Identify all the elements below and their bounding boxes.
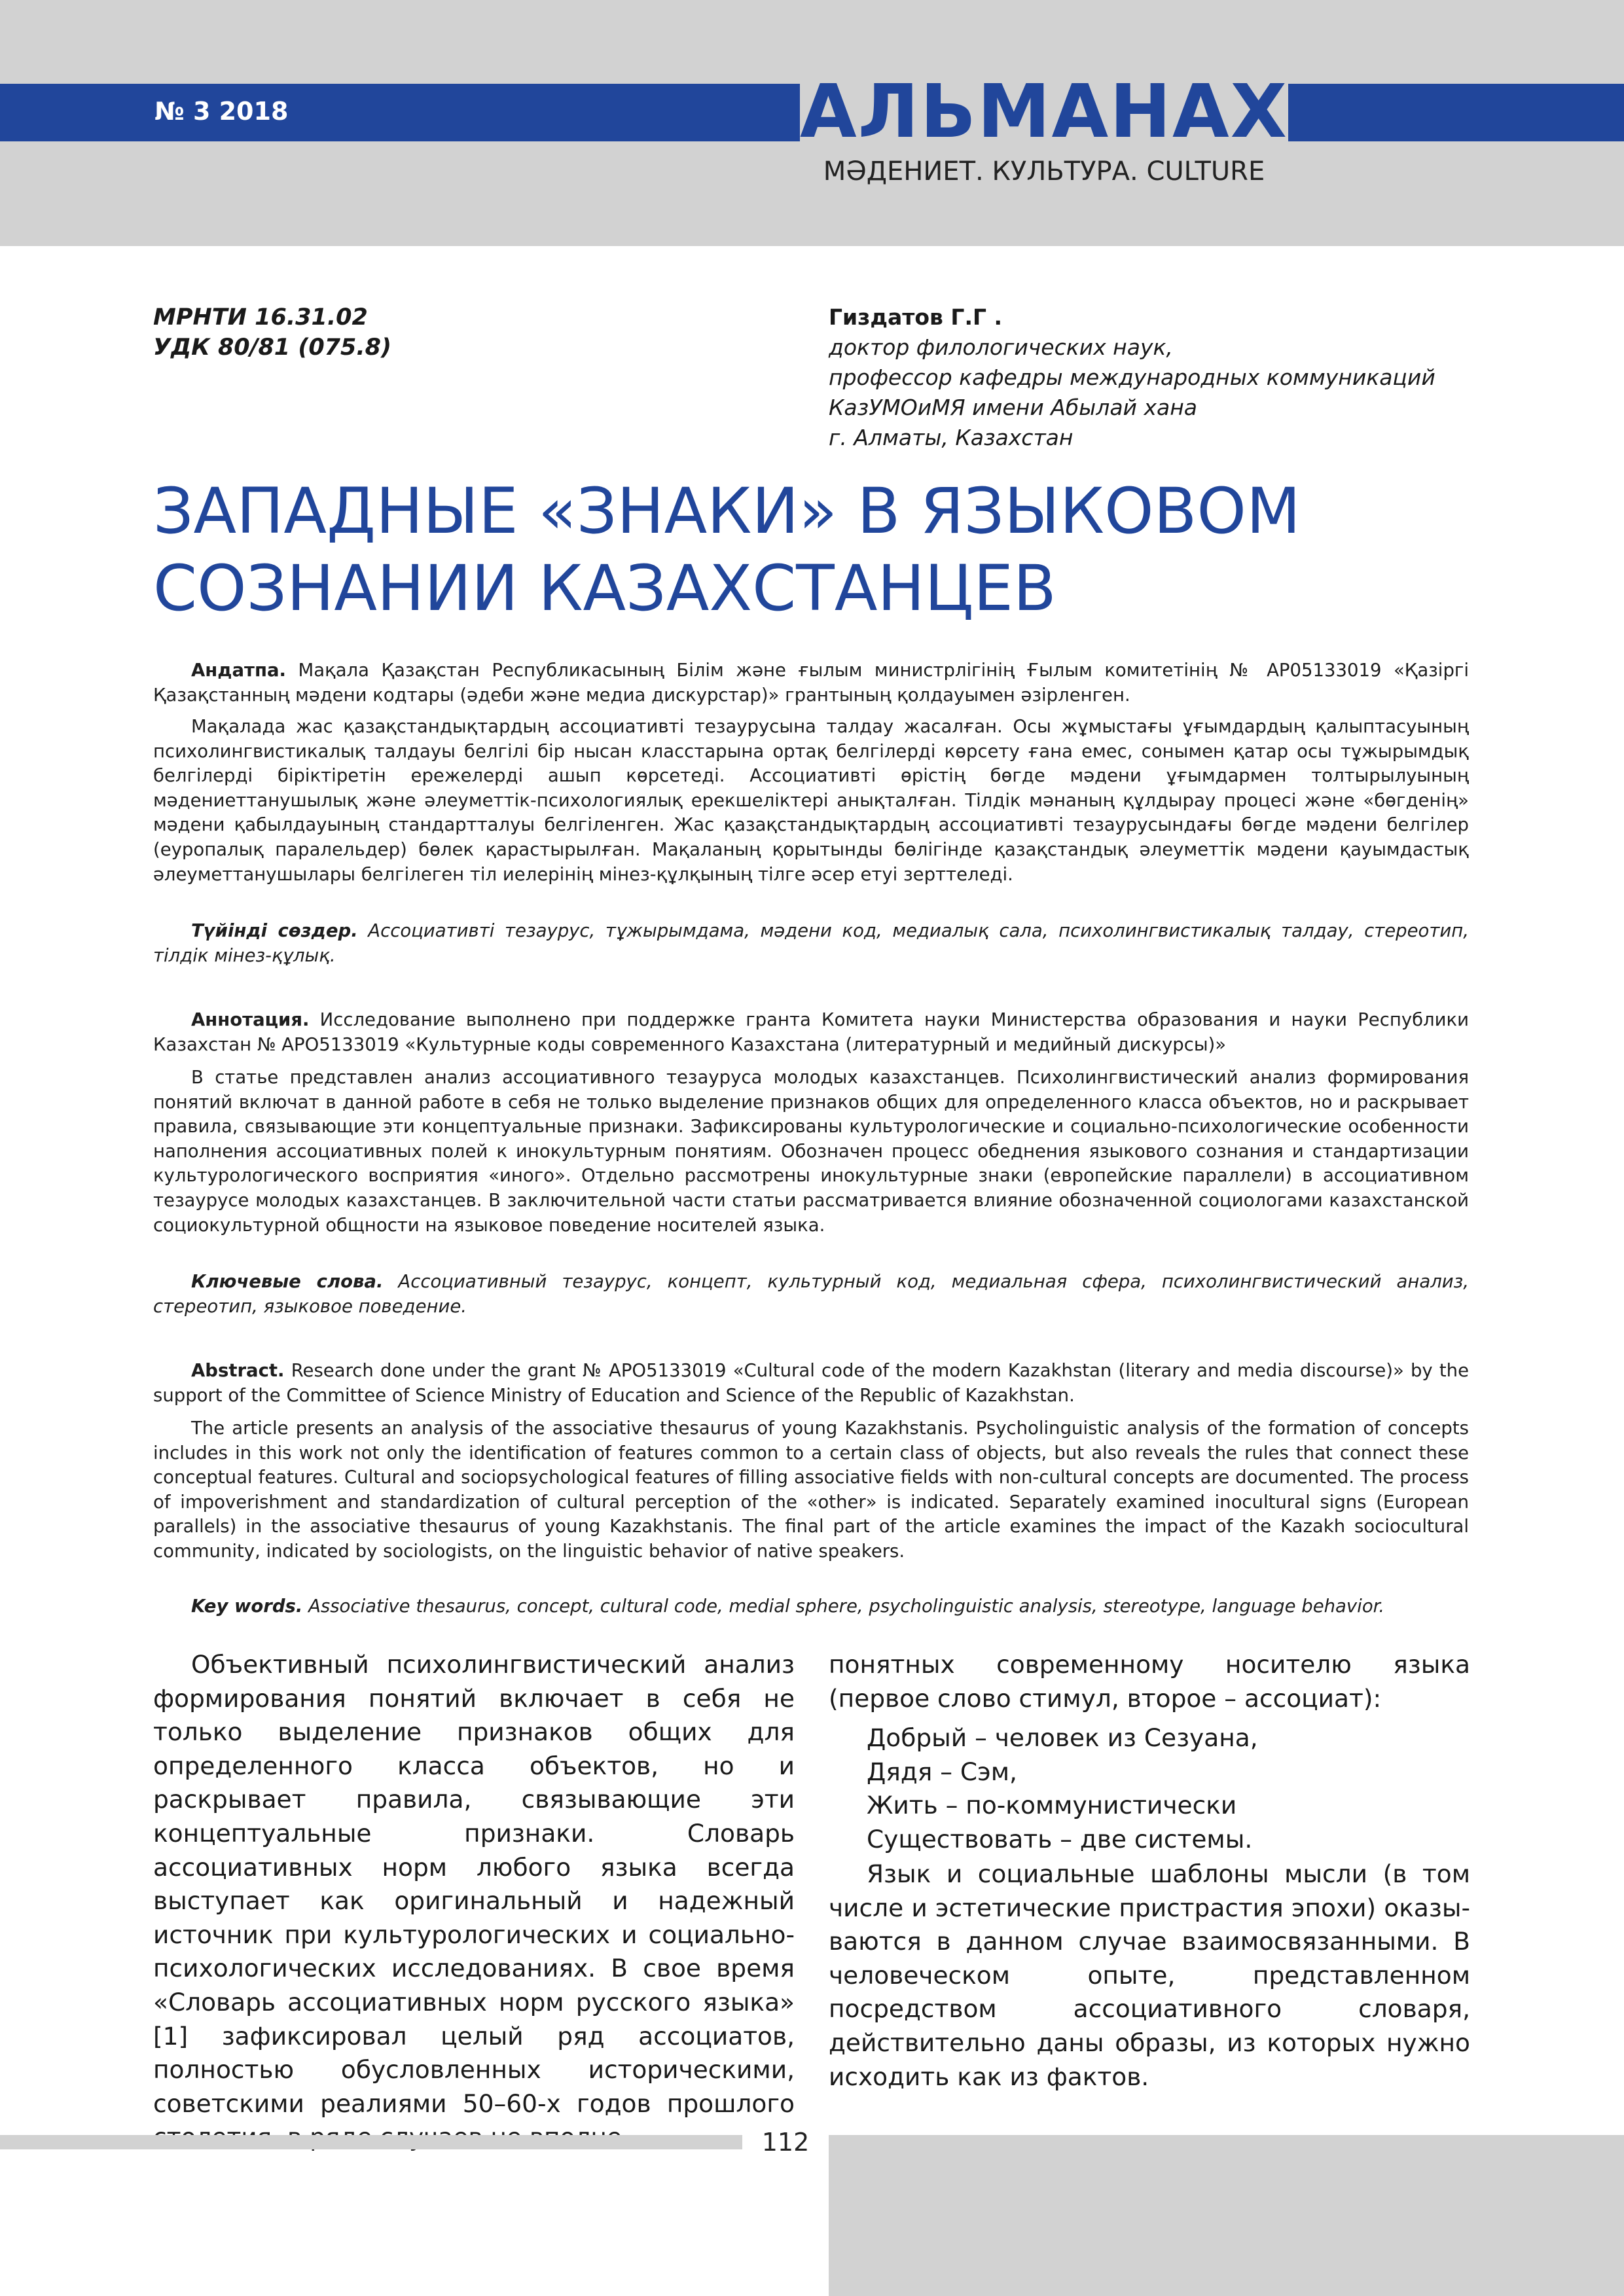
russian-grant-text: Исследование выполнено при поддержке гранта Комитета науки Министерства образования и науки Республики Казахстан № АРО5133019 «Культурные коды современного Казахстана (литературный и медийный дискурсы)»: [153, 1009, 1469, 1055]
author-university: КазУМОиМЯ имени Абылай хана: [829, 395, 1198, 420]
udk-code: УДК 80/81 (075.8): [153, 334, 392, 361]
english-grant-paragraph: [153, 1359, 1469, 1408]
english-keywords-label: Key words.: [191, 1596, 303, 1617]
header-band-right: [1288, 84, 1624, 141]
kazakh-keywords-paragraph: [153, 919, 1469, 968]
article-title: [153, 473, 1482, 627]
author-degree: доктор филологических наук,: [829, 334, 1173, 360]
association-item: Существовать – две системы.: [867, 1824, 1253, 1854]
english-abstract-body: The article presents an analysis of the associative thesaurus of young Kazakhstanis. Psycholinguistic analysis of the formation of concepts includes in this work not only the identification of features common to a certain class of objects, but also reveals the rules that connect these conceptual features. Cultural and sociopsychological features of filling associative fields with non-cultural concepts are documented. The process of impoverishment and standardization of cultural perception of the «other» is indicated. Separately examined inocultural signs (European parallels) in the associative thesaurus of young Kazakhstanis. The final part of the article examines the impact of the Kazakh sociocultural community, indicated by sociologists, on the linguistic behavior of native speakers.: [153, 1418, 1469, 1562]
author-city: г. Алматы, Казахстан: [829, 425, 1074, 450]
mrnti-code: МРНТИ 16.31.02: [153, 304, 368, 331]
english-grant-text: Research done under the grant № АРО5133019 «Cultural code of the modern Kazakhstan (literary and media discourse)» by the support of the Committee of Science Ministry of Education and Science of the Republic of Kazakhstan.: [153, 1360, 1469, 1406]
kazakh-keywords-label: Түйінді сөздер.: [191, 920, 358, 941]
russian-abstract-body: В статье представлен анализ ассоциативного тезауруса молодых казахстанцев. Психолингвистический анализ формирования понятий включат в данной работе в себя не только выделение признаков общих для определенного класса объектов, но и раскрывает правила, связывающие эти концептуальные признаки. Зафиксированы культурологические и социально-психологические особенности наполнения ассоциативных полей к инокультурным понятиям. Обозначен процесс обеднения языкового сознания и стандартизации культурологического восприятия «иного». Отдельно рассмотрены инокультурные знаки (европейские параллели) в ассоциативном тезаурусе молодых казахстанцев. В заключительной части статьи рассматривается влияние обозначенной социологами казахстанской социокультурной общности на языковое поведение носителей языка.: [153, 1067, 1469, 1236]
journal-title: АЛЬМАНАХ: [800, 69, 1288, 154]
kazakh-abstract-label: Андатпа.: [191, 660, 286, 681]
english-keywords-paragraph: [153, 1594, 1469, 1619]
footer-block: [829, 2135, 1624, 2296]
russian-keywords-label: Ключевые слова.: [191, 1271, 384, 1292]
article-title-line-1: ЗАПАДНЫЕ «ЗНАКИ» В ЯЗЫКОВОМ: [153, 475, 1301, 548]
english-keywords: Associative thesaurus, concept, cultural code, medial sphere, psycholinguistic analysis, stereotype, language behavior.: [308, 1596, 1385, 1617]
russian-abstract-label: Аннотация.: [191, 1009, 310, 1030]
english-abstract-label: Abstract.: [191, 1360, 285, 1381]
author-name: Гиздатов Г.Г .: [829, 304, 1003, 330]
kazakh-keywords: Ассоциативті тезаурус, тұжырымдама, мәдени код, медиалық сала, психолингвистикалық талдау, стереотип, тілдік мінез-құлық.: [153, 920, 1469, 966]
association-item: Жить – по-коммунистически: [867, 1791, 1237, 1820]
issue-number: № 3 2018: [154, 97, 289, 126]
header-band-left: [0, 84, 800, 141]
author-position: профессор кафедры международных коммуникаций: [829, 365, 1435, 390]
journal-subtitle: МӘДЕНИЕТ. КУЛЬТУРА. CULTURE: [823, 156, 1265, 187]
association-list: [867, 1721, 1475, 1856]
body-left-column: Объективный психолингвистический анализ формирования понятий включает в себя не только выделение признаков общих для определенного класса объектов, но и раскрывает правила, связывающие эти концептуальные признаки. Словарь ассоциативных норм любого языка всегда выступает как оригинальный и надежный источник при культурологических и социально-психологических исследованиях. В свое время «Словарь ассоциативных норм русского языка» [1] зафиксировал целый ряд ассоциатов, полностью обусловленных историческими, советскими реалиями 50–60-х годов прошлого: [153, 1650, 795, 2118]
kazakh-grant-paragraph: [153, 658, 1469, 708]
association-item: Дядя – Сэм,: [867, 1757, 1017, 1786]
kazakh-grant-text: Мақала Қазақстан Республикасының Білім және ғылым министрлігінің Ғылым комитетінің № АР05133019 «Қазіргі Қазақстанның мәдени кодтары (әдеби және медиа дискурстар)» грантының қолдауымен әзірленген.: [153, 660, 1469, 706]
body-right-intro: понятных современному носителю языка (первое слово стимул, второе – ассоциат):: [829, 1650, 1470, 1713]
kazakh-abstract-body: Мақалада жас қазақстандықтардың ассоциативті тезаурусына талдау жасалған. Осы жұмыстағы ұғымдардың қалыптасуының психолингвистикалық талдауы белгілі бір нысан класстарына ортақ белгілерді көрсету ғана емес, сонымен қатар осы тұжырымдық белгілерді біріктіретін ережелерді ашып көрсетеді. Ассоциативті өрістің бөгде мәдени ұғымдармен толтырылуының мәдениеттанушылық және әлеуметтік-психологиялық ерекшеліктері анықталған. Тілдік мәнаның құлдырау процесі және «бөгденің» мәдени қабылдауының стандартталуы белгіленген. Жас қазақстандықтардың ассоциативті тезаурусындағы бөгде мәдени белгілер (еуропалық паралельдер) бөлек қарастырылған. Мақаланың қорытынды бөлігінде қазақстандық әлеуметтік мәдени қауымдастық әлеуметтанушылары белгілеген тіл иелерінің мінез-құлқының тілге әсер етуі зерттеледі.: [153, 716, 1469, 885]
body-right-paragraph: Язык и социальные шаблоны мысли (в том числе и эстетические пристрастия эпохи) оказываются в данном случае взаимосвязанными. В человеческом опыте, представленном посредством ассоциативного словаря, действительно даны образы, из которых нужно исходить как из фактов.: [829, 1859, 1470, 2091]
russian-keywords: Ассоциативный тезаурус, концепт, культурный код, медиальная сфера, психолингвистический анализ, стереотип, языковое поведение.: [153, 1271, 1470, 1317]
association-item: Добрый – человек из Сезуана,: [867, 1723, 1258, 1752]
russian-keywords-paragraph: [153, 1270, 1469, 1319]
author-block: [829, 302, 1483, 453]
footer-divider: [0, 2135, 742, 2149]
russian-grant-paragraph: [153, 1008, 1469, 1057]
article-title-line-2: СОЗНАНИИ КАЗАХСТАНЦЕВ: [153, 552, 1056, 625]
page-number: 112: [761, 2128, 810, 2157]
